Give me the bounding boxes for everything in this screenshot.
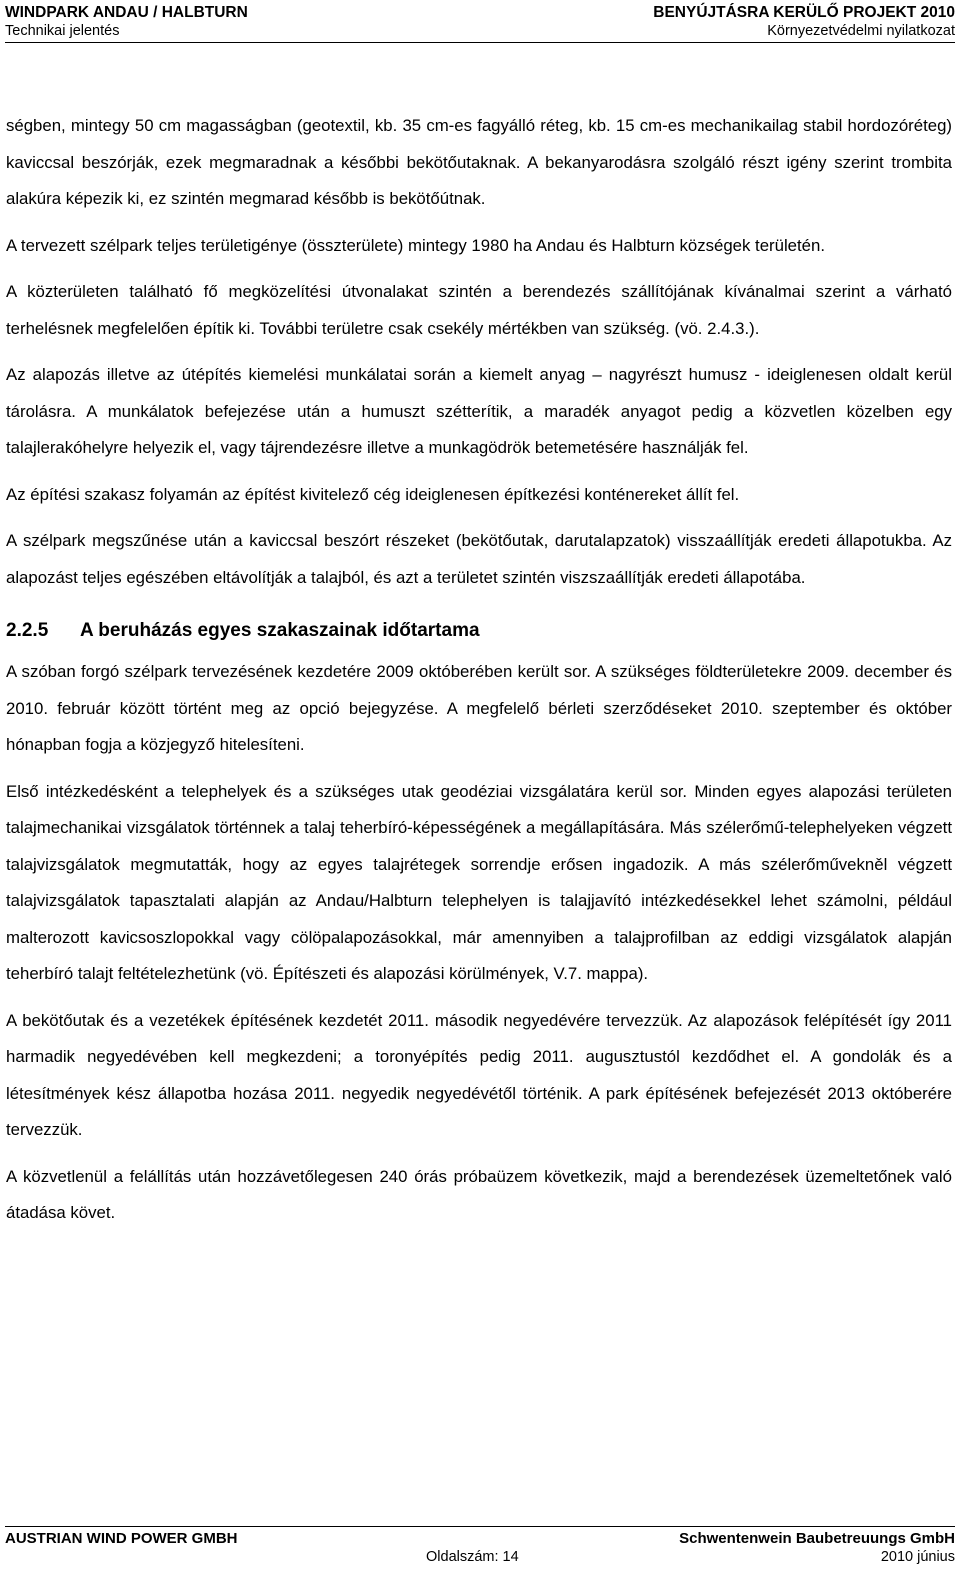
paragraph: A közvetlenül a felállítás után hozzávetőlegesen 240 órás próbaüzem következik, majd a berendezések üzemeltetőnek való átadása követ. [6, 1166, 952, 1222]
section-title: A beruházás egyes szakaszainak időtartama [80, 620, 480, 641]
header-project-title: WINDPARK ANDAU / HALBTURN [5, 4, 248, 21]
page-number: Oldalszám: 14 [426, 1549, 519, 1565]
paragraph: A bekötőutak és a vezetékek építésének kezdetét 2011. második negyedévére tervezzük. Az alapozások felépítését így 2011 harmadik negyedévében kell megkezdeni; a toronyépítés pedig 2011. augusztustól kezdődhet el. A gondolák és a létesítmények kész állapotba hozása 2011. negyedik negyedévétől történik. A park építésének befejezését 2013 októberére tervezzük. [6, 1010, 952, 1139]
header-title-row [5, 3, 955, 22]
header-report-type: Technikai jelentés [5, 23, 120, 39]
paragraph: A tervezett szélpark teljes területigénye (összterülete) mintegy 1980 ha Andau és Halbturn községek területén. [6, 235, 826, 255]
paragraph: Az építési szakasz folyamán az építést kivitelező cég ideiglenesen építkezési konténereket állít fel. [6, 484, 740, 504]
paragraph: ségben, mintegy 50 cm magasságban (geotextil, kb. 35 cm-es fagyálló réteg, kb. 15 cm-es mechanikailag stabil hordozóréteg) kaviccsal beszórják, ezek megmaradnak a későbbi bekötőutaknak. A bekanyarodásra szolgáló részt igény szerint trombita alakúra képezik ki, ez szintén megmarad később is bekötőútnak. [6, 116, 952, 208]
page-footer [5, 1526, 955, 1567]
document-body [6, 108, 952, 1242]
page-header [5, 0, 955, 43]
paragraph: A szélpark megszűnése után a kaviccsal beszórt részeket (bekötőutak, darutalapzatok) visszaállítják eredeti állapotukba. Az alapozást teljes egészében eltávolítják a talajból, és azt a területet szintén viszszaállítják eredeti állapotába. [6, 531, 952, 587]
footer-date: 2010 június [880, 1549, 955, 1565]
header-document-type: Környezetvédelmi nyilatkozat [767, 23, 955, 39]
footer-company-left: AUSTRIAN WIND POWER GMBH [5, 1530, 238, 1547]
section-number: 2.2.5 [6, 620, 49, 641]
paragraph: A közterületen található fő megközelítési útvonalakat szintén a berendezés szállítójának kívánalmai szerint a várható terhelésnek megfelelően építik ki. További területre csak csekély mértékben van szükség. (vö. 2.4.3.). [6, 282, 952, 338]
paragraph: Az alapozás illetve az útépítés kiemelési munkálatai során a kiemelt anyag – nagyrészt humusz - ideiglenesen oldalt kerül tárolásra. A munkálatok befejezése után a humuszt szétterítik, a maradék anyagot pedig a közvetlen közelben egy talajlerakóhelyre helyezik el, vagy tájrendezésre illetve a munkagödrök betemetésére használják fel. [6, 365, 952, 457]
paragraph: A szóban forgó szélpark tervezésének kezdetére 2009 októberében került sor. A szükséges földterületekre 2009. december és 2010. február között történt meg az opció bejegyzése. A megfelelő bérleti szerződéseket 2010. szeptember és október hónapban fogja a közjegyző hitelesíteni. [6, 662, 952, 754]
footer-meta-row [5, 1548, 955, 1566]
section-heading [6, 614, 952, 648]
paragraph: Első intézkedésként a telephelyek és a szükséges utak geodéziai vizsgálatára kerül sor. Minden egyes alapozási területen talajmechanikai vizsgálatok történnek a talaj teherbíró-képességének a megállapítására. Más szélerőmű-telephelyeken végzett talajvizsgálatok megmutatták, hogy az egyes talajrétegek sorrendje erősen ingadozik. A más szélerőművekněl végzett talajvizsgálatok tapasztalati alapján az Andau/Halbturn telephelyen is talajjavító intézkedésekkel lehet számolni, például malterozott kavicsoszlopokkal vagy cölöpalapozásokkal, már amennyiben a talajprofilban az eddigi vizsgálatok alapján teherbíró talajt feltételezhetünk (vö. Építészeti és alapozási körülmények, V.7. mappa). [6, 781, 952, 983]
footer-company-right: Schwentenwein Baubetreuungs GmbH [679, 1530, 955, 1547]
header-subtitle-row [5, 22, 955, 40]
header-status-title: BENYÚJTÁSRA KERÜLŐ PROJEKT 2010 [653, 4, 955, 21]
footer-company-row [5, 1530, 955, 1548]
